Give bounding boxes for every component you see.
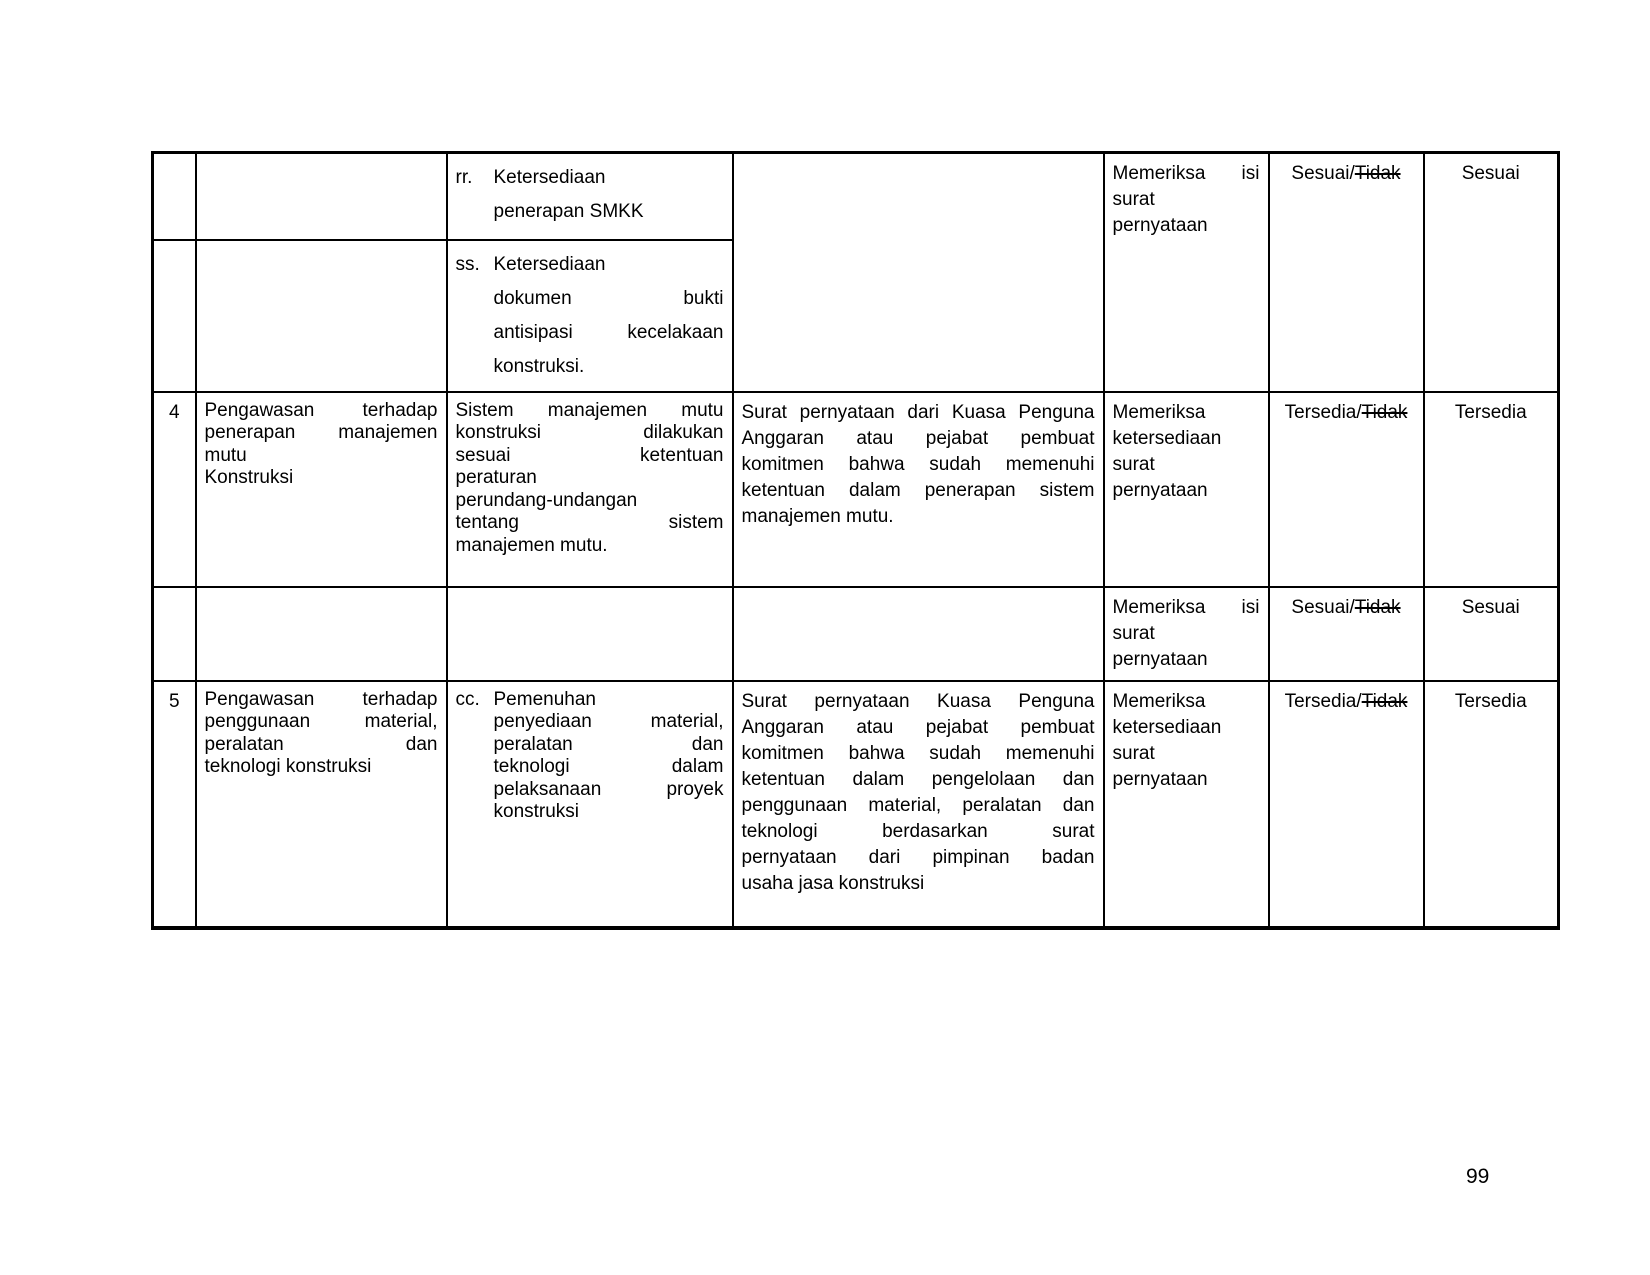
- text-line: pelaksanaan proyek: [493, 778, 724, 800]
- text-line: peraturan: [455, 467, 537, 488]
- criteria-text: [494, 248, 724, 384]
- text-line: pernyataan: [1112, 648, 1208, 670]
- check-method-cell: [1104, 587, 1269, 681]
- text-line: penerapan manajemen: [204, 422, 438, 443]
- text-line: Memeriksa: [1112, 690, 1206, 712]
- text-line: pernyataan: [1112, 215, 1208, 236]
- status-kept-text: Sesuai/: [1291, 163, 1355, 184]
- status-kept-text: Tersedia/: [1284, 401, 1362, 423]
- text-line: ketentuan dalam pengelolaan dan: [741, 768, 1095, 790]
- activity-cell-empty: [196, 240, 447, 392]
- text-line: surat: [1112, 622, 1155, 644]
- text-line: Konstruksi: [204, 467, 294, 488]
- list-item-cc: [456, 689, 724, 824]
- criteria-text: [494, 689, 724, 824]
- text-line: usaha jasa konstruksi: [741, 872, 925, 894]
- status-struck-text: Tidak: [1361, 690, 1408, 712]
- text-line: komitmen bahwa sudah memenuhi: [741, 453, 1095, 475]
- text-line: teknologi berdasarkan surat: [741, 820, 1095, 842]
- table-row-5: [153, 681, 1559, 928]
- result-cell: Sesuai: [1424, 587, 1559, 681]
- activity-cell: [196, 392, 447, 587]
- text-line: komitmen bahwa sudah memenuhi: [741, 742, 1095, 764]
- list-marker: cc.: [455, 688, 480, 710]
- text-line: penggunaan material, peralatan dan: [741, 794, 1095, 816]
- text-line: antisipasi kecelakaan: [493, 321, 724, 343]
- criteria-cell: [447, 392, 733, 587]
- status-option-cell: [1269, 587, 1424, 681]
- criteria-item-cell-cc: [447, 681, 733, 928]
- text-line: ketersediaan: [1112, 716, 1222, 738]
- text-line: tentang sistem: [455, 512, 724, 533]
- text-line: perundang-undangan: [455, 489, 638, 511]
- text-line: Anggaran atau pejabat pembuat: [741, 427, 1095, 449]
- document-page-content: [151, 151, 1560, 930]
- check-method-cell: [1104, 153, 1269, 392]
- text-line: manajemen mutu.: [455, 534, 608, 556]
- row-number-cell-empty: [153, 153, 196, 240]
- activity-cell-empty: [196, 587, 447, 681]
- status-option-cell: [1269, 392, 1424, 587]
- text-line: sesuai ketentuan: [455, 444, 724, 466]
- text-line: Surat pernyataan dari Kuasa Penguna: [741, 401, 1095, 423]
- criteria-text: [494, 161, 724, 229]
- text-line: ketersediaan: [1112, 427, 1222, 449]
- text-line: Memeriksa: [1112, 401, 1206, 423]
- status-option-cell: [1269, 153, 1424, 392]
- page-number: 99: [1466, 1165, 1490, 1188]
- document-cell-empty: [733, 587, 1104, 681]
- text-line: surat: [1112, 189, 1155, 210]
- row-number-cell: 5: [153, 681, 196, 928]
- document-cell-empty: [733, 153, 1104, 392]
- list-item-rr: [456, 161, 724, 229]
- text-line: konstruksi: [493, 801, 580, 822]
- text-line: surat: [1112, 742, 1155, 764]
- row-number-cell-empty: [153, 587, 196, 681]
- text-line: teknologi konstruksi: [204, 756, 372, 777]
- text-line: penerapan SMKK: [493, 201, 644, 222]
- text-line: ketentuan dalam penerapan sistem: [741, 479, 1095, 501]
- text-line: peralatan dan: [204, 733, 438, 755]
- list-marker: ss.: [455, 253, 480, 275]
- text-line: Pengawasan terhadap: [204, 399, 438, 421]
- text-line: Pemenuhan: [493, 688, 596, 710]
- status-option-cell: [1269, 681, 1424, 928]
- document-cell: [733, 392, 1104, 587]
- activity-cell-empty: [196, 153, 447, 240]
- result-cell: Sesuai: [1424, 153, 1559, 392]
- text-line: pernyataan: [1112, 479, 1208, 501]
- list-item-ss: [456, 248, 724, 384]
- text-line: teknologi dalam: [493, 756, 724, 777]
- text-line: penggunaan material,: [204, 711, 438, 732]
- text-line: Surat pernyataan Kuasa Penguna: [741, 690, 1095, 712]
- text-line: pernyataan dari pimpinan badan: [741, 846, 1095, 868]
- criteria-cell-empty: [447, 587, 733, 681]
- status-kept-text: Tersedia/: [1284, 690, 1362, 712]
- text-line: mutu: [204, 444, 247, 466]
- text-line: Pengawasan terhadap: [204, 688, 438, 710]
- text-line: Memeriksa isi: [1112, 163, 1260, 184]
- text-line: Anggaran atau pejabat pembuat: [741, 716, 1095, 738]
- check-method-cell: [1104, 681, 1269, 928]
- table-row-4b: [153, 587, 1559, 681]
- activity-cell: [196, 681, 447, 928]
- row-number-cell-empty: [153, 240, 196, 392]
- list-marker: rr.: [455, 167, 473, 188]
- inspection-table: [151, 151, 1560, 930]
- check-method-cell: [1104, 392, 1269, 587]
- text-line: dokumen bukti: [493, 287, 724, 309]
- status-struck-text: Tidak: [1361, 401, 1408, 423]
- text-line: penyediaan material,: [493, 711, 724, 732]
- text-line: peralatan dan: [493, 733, 724, 755]
- criteria-item-cell-rr: [447, 153, 733, 240]
- criteria-item-cell-ss: [447, 240, 733, 392]
- status-struck-text: Tidak: [1354, 163, 1401, 184]
- result-cell: Tersedia: [1424, 392, 1559, 587]
- row-number-cell: 4: [153, 392, 196, 587]
- text-line: pernyataan: [1112, 768, 1208, 790]
- table-row-4: [153, 392, 1559, 587]
- text-line: Sistem manajemen mutu: [455, 399, 724, 421]
- text-line: konstruksi dilakukan: [455, 422, 724, 443]
- status-kept-text: Sesuai/: [1291, 596, 1355, 618]
- text-line: manajemen mutu.: [741, 505, 894, 527]
- document-cell: [733, 681, 1104, 928]
- status-struck-text: Tidak: [1354, 596, 1401, 618]
- text-line: Ketersediaan: [493, 167, 606, 188]
- text-line: Ketersediaan: [493, 253, 606, 275]
- text-line: surat: [1112, 453, 1155, 475]
- table-row-rr: [153, 153, 1559, 240]
- text-line: Memeriksa isi: [1112, 596, 1260, 618]
- text-line: konstruksi.: [493, 355, 585, 377]
- result-cell: Tersedia: [1424, 681, 1559, 928]
